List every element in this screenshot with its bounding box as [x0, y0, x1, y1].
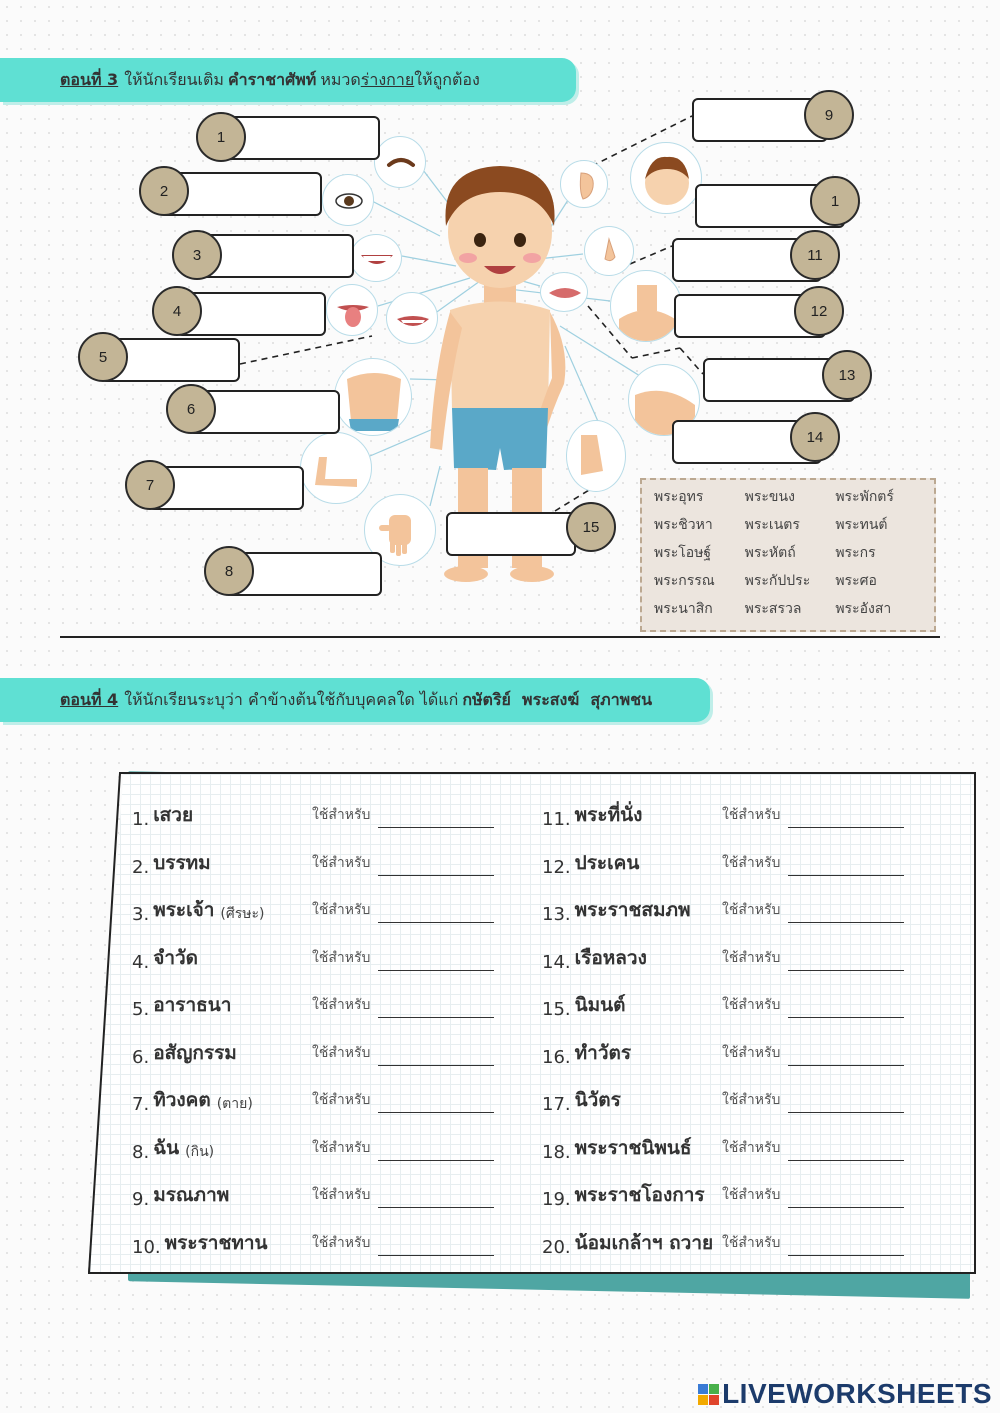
part4-label: ตอนที่ 4: [60, 689, 119, 709]
question-word: พระราชโองการ: [574, 1184, 705, 1206]
part4-bold: กษัตริย์ พระสงฆ์ สุภาพชน: [462, 689, 653, 709]
question-word: จำวัด: [153, 946, 198, 969]
used-for-label: ใช้สำหรับ: [722, 1187, 781, 1203]
used-for-label: ใช้สำหรับ: [312, 949, 371, 966]
number-circle-11: 11: [790, 230, 840, 280]
question-row: [542, 800, 912, 830]
word-bank-item: พระหัตถ์: [744, 545, 796, 561]
used-for-label: ใช้สำหรับ: [312, 807, 371, 823]
answer-blank[interactable]: [788, 1255, 904, 1256]
question-row: [132, 848, 502, 878]
liveworksheets-brand: [698, 1378, 992, 1410]
word-bank-item: พระเนตร: [744, 517, 800, 533]
question-word: เรือหลวง: [574, 946, 647, 969]
question-word: นิมนต์: [574, 994, 626, 1016]
used-for-label: ใช้สำหรับ: [312, 1139, 371, 1156]
question-word: นิวัตร: [574, 1089, 621, 1111]
used-for-label: ใช้สำหรับ: [722, 1044, 781, 1061]
question-row: [542, 1180, 912, 1210]
question-note: (กิน): [185, 1143, 215, 1160]
used-for-label: ใช้สำหรับ: [312, 1187, 371, 1203]
answer-blank[interactable]: [788, 1112, 904, 1113]
used-for-label: ใช้สำหรับ: [312, 854, 371, 871]
number-circle-15: 15: [566, 502, 616, 552]
question-row: [542, 1085, 912, 1115]
used-for-label: ใช้สำหรับ: [722, 1092, 781, 1108]
answer-blank[interactable]: [788, 922, 904, 923]
used-for-label: ใช้สำหรับ: [312, 1092, 371, 1108]
question-row: [542, 895, 912, 925]
answer-blank[interactable]: [378, 970, 494, 971]
question-number: 12.: [542, 856, 571, 878]
brand-name: LIVEWORKSHEETS: [722, 1378, 992, 1409]
question-number: 10.: [132, 1236, 161, 1258]
number-circle-2: 2: [139, 166, 189, 216]
eye-thumbnail: [322, 174, 374, 226]
question-word: พระราชทาน: [164, 1231, 268, 1254]
eyebrow-thumbnail: [374, 136, 426, 188]
answer-blank[interactable]: [378, 1160, 494, 1161]
answer-blank[interactable]: [378, 1065, 494, 1066]
question-row: [132, 800, 502, 830]
word-bank-item: พระนาสิก: [654, 601, 713, 617]
question-number: 16.: [542, 1046, 571, 1068]
answer-blank[interactable]: [788, 1017, 904, 1018]
word-bank-item: พระโอษฐ์: [654, 545, 712, 561]
word-bank-item: พระสรวล: [744, 601, 802, 617]
number-circle-4: 4: [152, 286, 202, 336]
part3-underline: ร่างกาย: [360, 69, 415, 89]
number-circle-3: 3: [172, 230, 222, 280]
question-row: [542, 1038, 912, 1068]
question-number: 19.: [542, 1189, 571, 1210]
question-word: อาราธนา: [153, 994, 232, 1016]
number-circle-6: 6: [166, 384, 216, 434]
answer-blank[interactable]: [788, 1207, 904, 1208]
question-number: 11.: [542, 809, 571, 830]
question-word: พระราชนิพนธ์: [574, 1136, 692, 1159]
number-circle-1: 1: [196, 112, 246, 162]
used-for-label: ใช้สำหรับ: [312, 1234, 371, 1251]
used-for-label: ใช้สำหรับ: [312, 997, 371, 1013]
question-row: [132, 943, 502, 973]
question-number: 9.: [132, 1189, 150, 1210]
chest-thumbnail: [334, 358, 412, 436]
question-row: [132, 1228, 502, 1258]
question-row: [132, 1038, 502, 1068]
used-for-label: ใช้สำหรับ: [722, 902, 781, 918]
number-circle-9: 9: [804, 90, 854, 140]
word-bank-item: พระศอ: [835, 573, 877, 589]
part3-text1: ให้นักเรียนเติม: [124, 69, 224, 89]
question-row: [132, 1180, 502, 1210]
question-word: อสัญกรรม: [153, 1041, 237, 1064]
question-number: 18.: [542, 1141, 571, 1163]
section-divider: [60, 636, 940, 638]
word-bank: [640, 478, 936, 632]
neck-thumbnail: [610, 270, 682, 342]
question-number: 3.: [132, 904, 150, 925]
question-row: [542, 990, 912, 1020]
word-bank-item: พระทนต์: [835, 517, 888, 533]
question-word: ทิวงคต: [153, 1089, 211, 1111]
question-word: ทำวัตร: [574, 1041, 632, 1064]
word-bank-item: พระอุทร: [654, 489, 704, 505]
word-bank-item: พระอังสา: [835, 601, 892, 617]
arm-thumbnail: [300, 432, 372, 504]
answer-blank[interactable]: [378, 922, 494, 923]
word-bank-item: พระกัปประ: [744, 573, 811, 589]
nose-thumbnail: [584, 226, 634, 276]
question-number: 14.: [542, 951, 571, 973]
question-number: 8.: [132, 1141, 150, 1163]
used-for-label: ใช้สำหรับ: [722, 997, 781, 1013]
number-circle-7: 7: [125, 460, 175, 510]
question-note: (ศีรษะ): [220, 906, 265, 922]
answer-blank[interactable]: [788, 875, 904, 876]
question-word: พระเจ้า: [153, 899, 215, 921]
part3-label: ตอนที่ 3: [60, 69, 119, 89]
tongue-thumbnail: [326, 284, 378, 336]
head-thumbnail: [630, 142, 702, 214]
answer-blank[interactable]: [378, 875, 494, 876]
answer-blank[interactable]: [378, 1112, 494, 1113]
word-bank-item: พระกร: [835, 545, 876, 561]
used-for-label: ใช้สำหรับ: [722, 854, 781, 871]
question-word: เสวย: [153, 804, 194, 826]
question-number: 7.: [132, 1094, 150, 1115]
question-number: 13.: [542, 904, 571, 925]
answer-blank[interactable]: [788, 1065, 904, 1066]
question-number: 5.: [132, 999, 150, 1020]
number-circle-8: 8: [204, 546, 254, 596]
part4-instruction-banner: [0, 678, 710, 722]
number-circle-13: 13: [822, 350, 872, 400]
number-circle-12: 12: [794, 286, 844, 336]
part3-bold: คำราชาศัพท์: [227, 69, 317, 89]
question-row: [132, 990, 502, 1020]
used-for-label: ใช้สำหรับ: [312, 902, 371, 918]
answer-blank[interactable]: [788, 1160, 904, 1161]
question-word: ประเคน: [574, 851, 640, 874]
brand-logo-icon: [698, 1384, 719, 1405]
used-for-label: ใช้สำหรับ: [722, 1234, 781, 1251]
question-word: น้อมเกล้าฯ ถวาย: [574, 1231, 714, 1254]
answer-blank[interactable]: [378, 1207, 494, 1208]
question-word: บรรทม: [153, 851, 211, 874]
number-circle-14: 14: [790, 412, 840, 462]
question-row: [542, 943, 912, 973]
question-word: พระราชสมภพ: [574, 899, 691, 921]
word-bank-item: พระกรรณ: [654, 573, 715, 589]
question-number: 15.: [542, 999, 571, 1020]
question-number: 4.: [132, 951, 150, 973]
question-word: มรณภาพ: [153, 1184, 230, 1206]
number-circle-10: 1: [810, 176, 860, 226]
answer-box-15[interactable]: [446, 512, 576, 556]
question-row: [132, 1085, 502, 1115]
number-circle-5: 5: [78, 332, 128, 382]
question-row: [132, 1133, 502, 1163]
question-word: ฉัน: [153, 1136, 180, 1159]
answer-blank[interactable]: [378, 827, 494, 828]
word-bank-item: พระขนง: [744, 489, 795, 505]
question-row: [542, 848, 912, 878]
part4-text1: ให้นักเรียนระบุว่า คำข้างต้นใช้กับบุคคลใด ได้แก่: [124, 689, 459, 709]
answer-blank[interactable]: [378, 1255, 494, 1256]
question-word: พระที่นั่ง: [574, 804, 643, 826]
used-for-label: ใช้สำหรับ: [312, 1044, 371, 1061]
question-note: (ตาย): [216, 1096, 253, 1112]
used-for-label: ใช้สำหรับ: [722, 949, 781, 966]
answer-blank[interactable]: [788, 827, 904, 828]
teeth-smile-thumbnail: [350, 234, 402, 282]
question-number: 6.: [132, 1046, 150, 1068]
word-bank-item: พระชิวหา: [654, 517, 713, 533]
question-number: 17.: [542, 1094, 571, 1115]
question-number: 2.: [132, 856, 150, 878]
question-row: [542, 1133, 912, 1163]
part3-text2: หมวด: [320, 69, 361, 89]
part3-text3: ให้ถูกต้อง: [414, 69, 480, 89]
question-row: [542, 1228, 912, 1258]
used-for-label: ใช้สำหรับ: [722, 1139, 781, 1156]
used-for-label: ใช้สำหรับ: [722, 807, 781, 823]
answer-blank[interactable]: [788, 970, 904, 971]
word-bank-item: พระพักตร์: [835, 489, 894, 505]
question-row: [132, 895, 502, 925]
question-number: 20.: [542, 1236, 571, 1258]
answer-blank[interactable]: [378, 1017, 494, 1018]
question-number: 1.: [132, 809, 150, 830]
